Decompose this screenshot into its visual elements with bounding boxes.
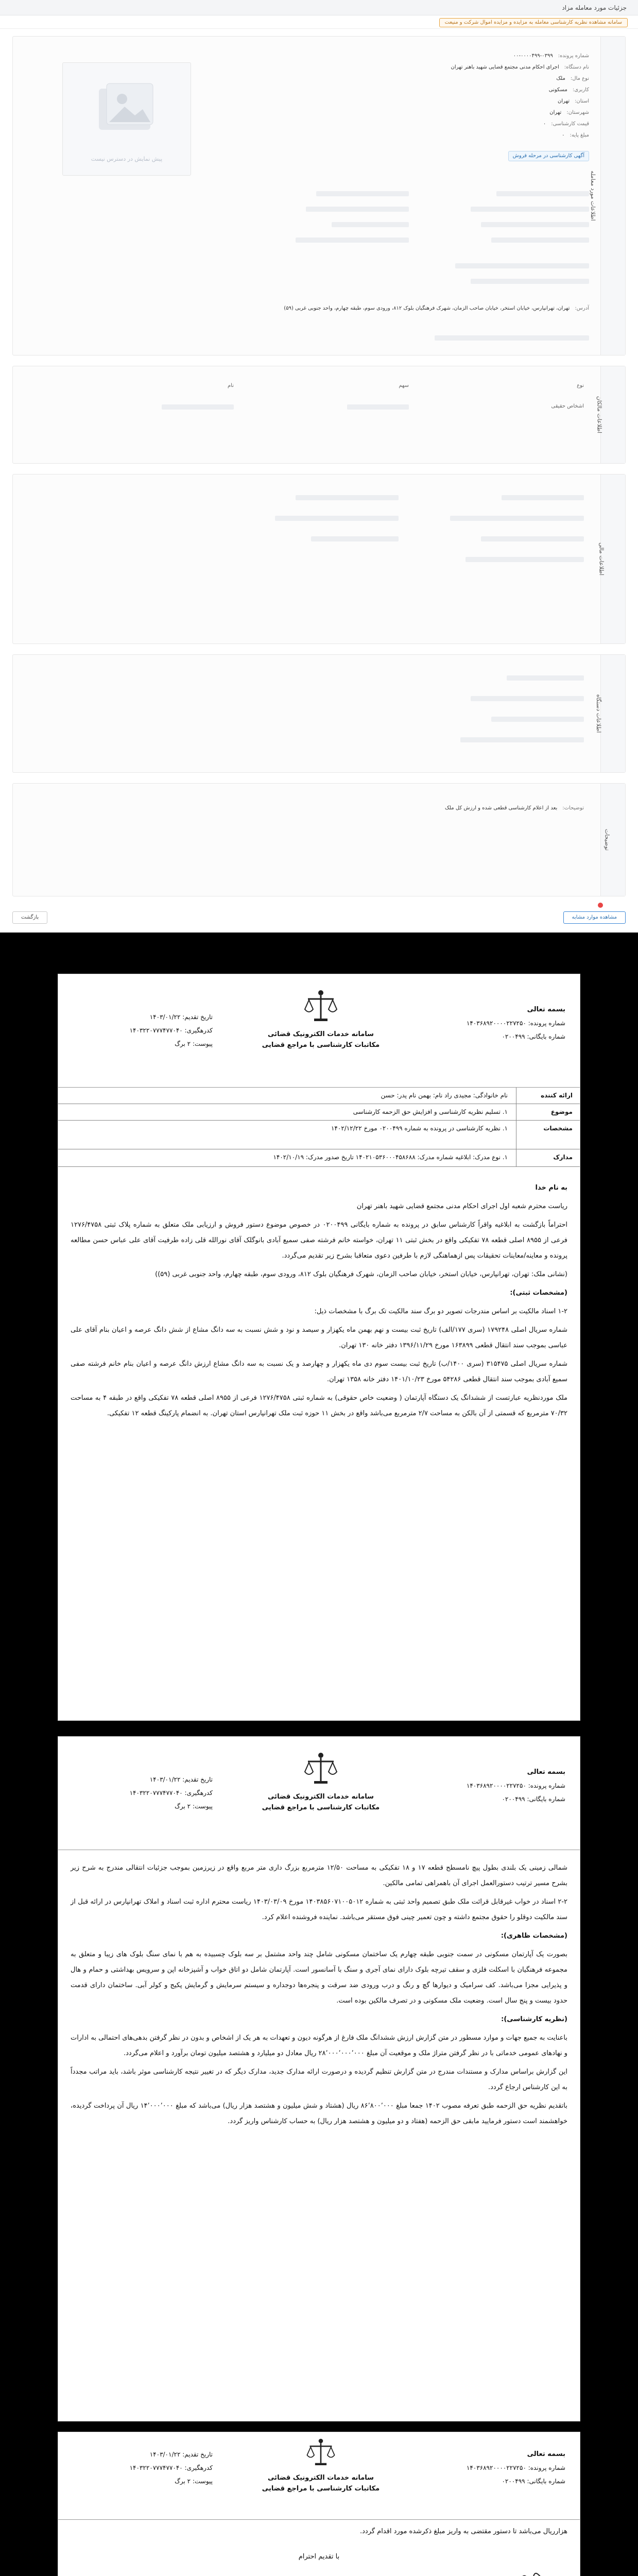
report-body-3: [71, 2524, 567, 2543]
opinion-paragraph: باعنایت به جمیع جهات و موارد مسطور در متن گزارش ارزش ششدانگ ملک فارغ از هرگونه دیون و تعهدات به هر یک از اشخاص و بدون در نظر گرفتن بدهی‌های احتمالی به ادارات و نهادهای عمومی خدماتی با در نظر گرفتن متراژ ملک و موقعیت آن مبلغ ۲۸٬۰۰۰٬۰۰۰٬۰۰۰ ریال معادل دو میلیارد و هشتصد میلیون تومان برآورد و اعلام می‌گردد.: [71, 2034, 567, 2057]
page-header: بسمه تعالی شماره پرونده: ۱۴۰۳۶۸۹۲۰۰۰۰۲۲۷۲۵۰ شماره بایگانی: ۰۲۰۰۴۹۹ سامانه خدمات الکترونیک قضائی مکاتبات کارشناسی با مراجع قضایی تاریخ تقدیم: ۱۴۰۳/۰۱/۲۲ کدرهگیری: ۱۴۰۳۲۲۰۷۷۷۴۷۷۰۴۰ پیوست: ۲ برگ: [58, 1737, 580, 1850]
report-body-2: [71, 1860, 567, 2132]
deal-row-2: نوع مال:ملک: [556, 76, 589, 81]
report-body-1: [71, 1180, 567, 1425]
justice-scale-icon: [305, 2437, 336, 2468]
document-page-2: [58, 1736, 580, 2421]
submit-date: ۱۴۰۳/۰۱/۲۲: [149, 1013, 181, 1021]
report-heading: به نام خدا: [535, 1184, 567, 1192]
owners-header-name: نام: [227, 383, 234, 388]
similar-items-button[interactable]: مشاهده موارد مشابه: [563, 911, 626, 924]
deal-info-side-label: اطلاعات مورد معامله: [600, 37, 625, 355]
deal-row-3: کاربری:مسکونی: [548, 87, 589, 93]
owners-header-kind: نوع: [577, 383, 584, 388]
photo-caption: پیش نمایش در دسترس نیست: [91, 156, 163, 162]
page-header: بسمه تعالی شماره پرونده: ۱۴۰۳۶۸۹۲۰۰۰۰۲۲۷۲۵۰ شماره بایگانی: ۰۲۰۰۴۹۹ سامانه خدمات الکترونیک قضائی مکاتبات کارشناسی با مراجع قضایی تاریخ تقدیم: ۱۴۰۳/۰۱/۲۲ کدرهگیری: ۱۴۰۳۲۲۰۷۷۷۴۷۷۰۴۰ پیوست: ۲ برگ: [58, 974, 580, 1088]
photo-placeholder: [62, 62, 191, 176]
archive-number: ۰۲۰۰۴۹۹: [502, 1033, 525, 1040]
office-section: [12, 654, 626, 773]
deal-info-section: [12, 36, 626, 355]
registry-note: ۲-۲ اسناد در خواب غیرقابل قرائت ملک طبق تصمیم واحد ثبتی به شماره ۱۴۰۳۸۵۶۰۷۱۰۰۵۰۱۲ مورخ ۱۴۰۳/۰۳/۰۹ ریاست محترم اداره ثبت اسناد و املاک تهرانپارس در ارائه قبل از سند مالکیت دوقلو را حقوق مجتمع داشته و چون تعمیر چینی فوق مستقر می‌باشد. نماینده فروشنده اعلام کرد.: [71, 1898, 567, 1921]
handwritten-signature-icon: [503, 2571, 549, 2576]
justice-scale-icon: [303, 989, 339, 1025]
window-header: [0, 0, 638, 15]
notes-row: توضیحات:بعد از اعلام کارشناسی قطعی شده و ارزش کل ملک: [445, 805, 584, 811]
owners-header-share: سهم: [399, 383, 409, 388]
fee-paragraph: باتقدیم نظریه حق الزحمه طبق تعرفه مصوب ۱۴۰۲ جمعا مبلغ ۸۶٬۸۰۰٬۰۰۰ ریال (هشتاد و شش میلیون و هشتصد هزار ریال) می‌باشد که مبلغ ۱۴٬۰۰۰٬۰۰۰ ریال آن پرداخت گردیده، خواهشمند است دستور فرمایید مابقی حق الزحمه (هفتاد و دو میلیون و هشتصد هزار ریال) به حساب کارشناس واریز گردد.: [71, 2102, 568, 2125]
registry-item-2: شماره سریال اصلی ۱۷۹۲۴۸ (سری ۱۷۷/الف) تاریخ ثبت بیست و نهم بهمن ماه یکهزار و سیصد و نود و شش نسبت به سه دانگ مشاع از شش دانگ عرصه و اعیان بنام آقای علی عباسی بموجب سند انتقال قطعی ۱۶۳۸۹۹ مورخ ۱۳۹۶/۱۱/۲۹ دفتر خانه ۱۳۰ تهران.: [71, 1326, 568, 1349]
breadcrumb[interactable]: سامانه مشاهده نظریه کارشناسی معامله به مزایده و مزایده اموال شرکت و منیعت: [439, 18, 628, 27]
parking-paragraph: شمالی زمینی یک بلندی بطول پیچ نامسطح قطعه ۱۷ و ۱۸ تفکیکی به مساحت ۱۲/۵۰ مترمربع بزرگ داری متر مربع واقع در زیرزمین بموجب جزئیات انتقالی مندرج به شرح زیر بشرح مسیر ترتیب دستورالعمل اجرای آن باهمراهی تمامی مالکین.: [71, 1864, 567, 1887]
report-address: (نشانی ملک: تهران، تهرانپارس، خیابان استخر، خیابان صاحب الزمان، شهرک فرهنگیان بلوک ۸۱۲، ورودی سوم، طبقه چهارم، واحد جنوبی غربی (۵۹)): [155, 1270, 567, 1278]
document-page-3: [58, 2432, 580, 2576]
address-row: آدرس:تهران، تهرانپارس، خیابان استخر، خیابان صاحب الزمان، شهرک فرهنگیان بلوک ۸۱۲، ورودی سوم، طبقه چهارم، واحد جنوبی غربی (۵۹): [284, 306, 589, 311]
back-button[interactable]: بازگشت: [12, 911, 47, 924]
section-opinion-heading: (نظریه کارشناسی):: [501, 2015, 567, 2023]
page-title: بسمه تعالی: [527, 1006, 565, 1013]
document-page-1: [58, 974, 580, 1721]
status-badge: آگهی کارشناسی در مرحله فروش: [508, 151, 589, 161]
disclaimer-paragraph: این گزارش براساس مدارک و مستندات مندرج در متن گزارش تنظیم گردیده و درصورت ارائه مدارک جدید، مدارک دیگر که در تغییر نتیجه کارشناسی موثر باشد، باید مراتب مجدداً به این کارشناس ارجاع گردد.: [71, 2068, 567, 2091]
deal-row-6: قیمت کارشناسی:۰: [543, 121, 589, 127]
section-registry-heading: (مشخصات ثبتی):: [510, 1289, 567, 1297]
office-side-label: اطلاعات دستگاه: [600, 655, 625, 772]
notes-section: [12, 783, 626, 896]
respect-line: با تقدیم احترام: [298, 2553, 340, 2561]
case-number: ۱۴۰۳۶۸۹۲۰۰۰۰۲۲۷۲۵۰: [466, 1020, 526, 1027]
owners-side-label: اطلاعات مالکان: [600, 366, 625, 463]
justice-scale-icon: [303, 1751, 339, 1787]
grid-row-specs: مشخصات ۱. نظریه کارشناسی در پرونده به شماره ۰۲۰۰۴۹۹ مورخ ۱۴۰۲/۱۲/۲۲: [58, 1121, 580, 1149]
registry-item-4: ملک موردنظریه عبارتست از ششدانگ یک دستگاه آپارتمان ( وضعیت خاص حقوقی) به شماره ثبتی ۱۲۷۶/۴۷۵۸ فرعی از ۸۹۵۵ اصلی قطعه ۷۸ تفکیکی واقع در طبقه ۴ به مساحت ۷۰/۳۲ مترمربع که قسمتی از آن بالکن به مساحت ۲/۷ مترمربع می‌باشد واقع در بخش ۱۱ حوزه ثبت ملک تهرانپارس استان تهران. به انضمام پارکینگ قطعه ۱۲ تفکیکی.: [71, 1394, 567, 1417]
image-placeholder-icon: [94, 78, 161, 145]
registry-item-1: ۱-۲ اسناد مالکیت بر اساس مندرجات تصویر دو برگ سند مالکیت تک برگ با مشخصات ذیل:: [314, 1308, 567, 1315]
deal-row-5: شهرستان:تهران: [549, 110, 589, 115]
notification-badge[interactable]: [598, 903, 603, 908]
grid-row-documents: مدارک ۱. نوع مدرک: ابلاغیه شماره مدرک: ۱۴۰۲۱۰۵۳۶۰۰۰۴۵۸۶۸۸ تاریخ صدور مدرک: ۱۴۰۲/۱۰/۱۹: [58, 1149, 580, 1167]
financial-section: [12, 474, 626, 644]
financial-side-label: اطلاعات مالی: [600, 474, 625, 643]
deal-row-1: نام دستگاه:اجرای احکام مدنی مجتمع قضایی شهید باهنر تهران: [451, 64, 589, 70]
owner-row-kind: اشخاص حقیقی: [551, 403, 584, 409]
section-appearance-heading: (مشخصات ظاهری):: [501, 1932, 567, 1940]
notes-side-label: توضیحات: [600, 784, 625, 896]
tracking-code: ۱۴۰۳۲۲۰۷۷۷۴۷۷۰۴۰: [129, 1027, 183, 1034]
owners-section: [12, 366, 626, 464]
deal-row-7: مبلغ پایه:۰: [562, 132, 589, 138]
grid-row-presenter: ارائه کننده نام خانوادگی: مجیدی راد نام: بهمن نام پدر: حسن: [58, 1088, 580, 1104]
deal-row-4: استان:تهران: [558, 98, 589, 104]
registry-item-3: شماره سریال اصلی ۳۱۵۴۷۵ (سری ۱۴۰۰/ب) تاریخ ثبت بیست سوم دی ماه یکهزار و چهارصد و یک نسبت به سه دانگ مشاع ارزش دانگ عرصه و اعیان بنام خانم فرشته صفی سمیع آبادی بموجب سند انتقال قطعی ۵۴۲۸۶ مورخ ۱۴۰۱/۱۰/۲۳ دفتر خانه ۱۳۵۸ تهران.: [71, 1360, 567, 1383]
grid-row-subject: موضوع ۱. تسلیم نظریه کارشناسی و افزایش حق الزحمه کارشناسی: [58, 1104, 580, 1121]
org-name: سامانه خدمات الکترونیک قضائی: [268, 1030, 374, 1038]
deal-row-0: شماره پرونده:۰۳۹۹-۰۰۰۰۴۹۹-۰۰: [513, 53, 589, 59]
report-intro: احتراماً بازگشت به ابلاغیه واقراً کارشناس سابق در پرونده به شماره بایگانی ۰۲۰۰۴۹۹ در خصوص موضوع دستور فروش و ارزیابی ملک متعلق به شماره پلاک ثبتی ۱۲۷۶/۴۷۵۸ فرعی از ۸۹۵۵ اصلی قطعه ۷۸ تفکیکی واقع در بخش ثبتی ۱۱ تهران، خواسته خانم فرشته صفی سمیع آبادی بانوگلک آقای نورالله قلی زاده طرفیت آقای علی عباس حسن مطالعه پرونده و معاینه/معاینات تحقیقات پس ازهماهنگی لازم با طرفین دعوی متعاقبا بشرح زیر تقدیم می‌گردد.: [71, 1221, 567, 1260]
report-addressee: ریاست محترم شعبه اول اجرای احکام مدنی مجتمع قضایی شهید باهنر تهران: [356, 1202, 567, 1210]
case-detail-panel: [0, 0, 638, 933]
page-header: بسمه تعالی شماره پرونده: ۱۴۰۳۶۸۹۲۰۰۰۰۲۲۷۲۵۰ شماره بایگانی: ۰۲۰۰۴۹۹ سامانه خدمات الکترونیک قضائی مکاتبات کارشناسی با مراجع قضایی تاریخ تقدیم: ۱۴۰۳/۰۱/۲۲ کدرهگیری: ۱۴۰۳۲۲۰۷۷۷۴۷۷۰۴۰ پیوست: ۲ برگ: [58, 2432, 580, 2520]
signature-strip: [58, 2568, 580, 2576]
breadcrumb-bar: [0, 15, 638, 29]
attachment-count: ۲ برگ: [175, 1040, 191, 1047]
closing-paragraph: هزارریال می‌باشد تا دستور مقتضی به واریز مبلغ ذکرشده مورد اقدام گردد.: [360, 2528, 567, 2535]
action-bar: [12, 909, 626, 927]
appearance-paragraph: بصورت یک آپارتمان مسکونی در سمت جنوبی طبقه چهارم یک ساختمان مسکونی شامل چند واحد مشتمل بر سه بلوک چسبیده به هم با نمای سنگ بلوک های زیبا و متعلق به مجموعه فرهنگیان با اسکلت فلزی و سقف تیرچه بلوک دارای نمای آجری و سنگ با آسانسور است. آپارتمان شامل دو اتاق خواب و آشپزخانه اپن و سرویس بهداشتی و حمام و هال و پذیرایی مجزا می‌باشد. کف سرامیک و دیوارها گچ و رنگ و درب ورودی ضد سرقت و پنجره‌ها دوجداره و سیستم سرمایش و گرمایش پکیج و کولر آبی. ساختمان دارای قدمت حدود بیست و پنج سال است. وضعیت ملک مسکونی و در تصرف مالکین بوده است.: [71, 1951, 567, 2005]
window-title: جزئیات مورد معامله مزاد: [562, 4, 627, 11]
org-subtitle: مکاتبات کارشناسی با مراجع قضایی: [262, 1041, 380, 1049]
